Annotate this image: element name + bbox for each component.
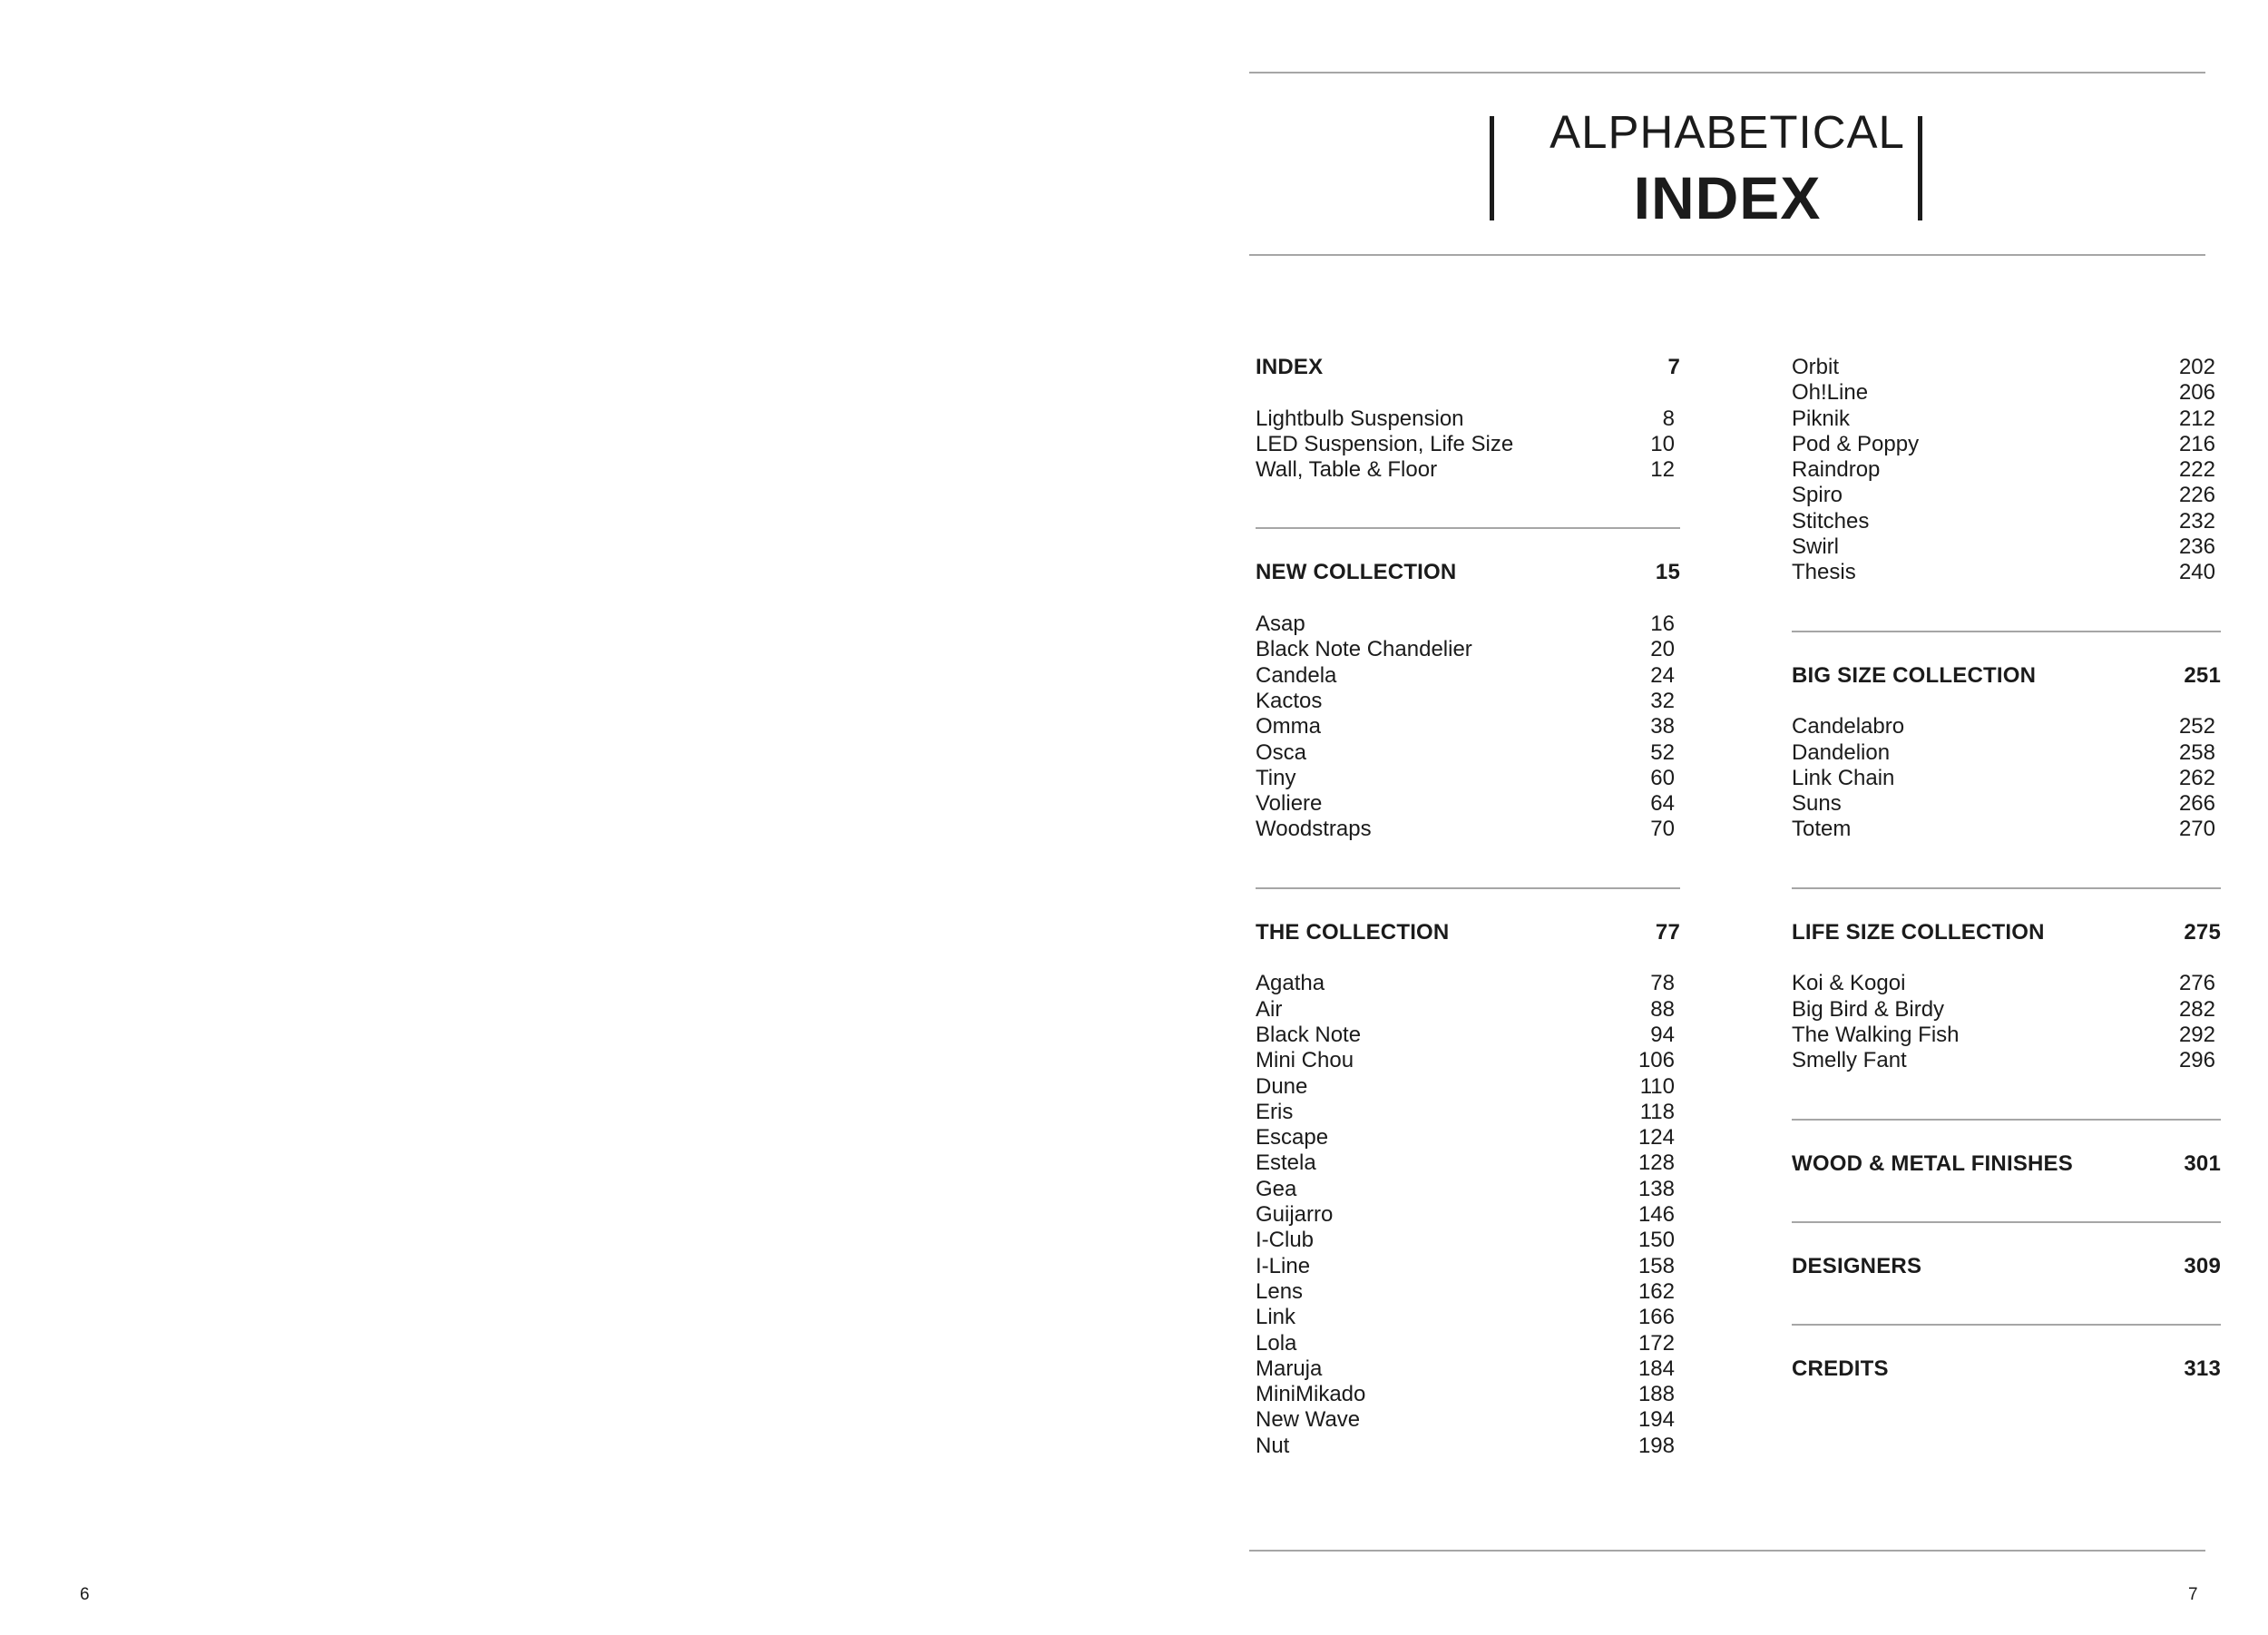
entry-name: Smelly Fant bbox=[1792, 1048, 1907, 1073]
section-heading bbox=[1792, 1151, 2221, 1177]
entry-page-number: 202 bbox=[2178, 355, 2215, 379]
section-page-number: 301 bbox=[2184, 1150, 2221, 1176]
entry-page-number: 88 bbox=[1650, 996, 1675, 1022]
entry-name: Estela bbox=[1256, 1150, 1316, 1176]
section-title: CREDITS bbox=[1792, 1356, 1889, 1382]
section-page-number: 15 bbox=[1655, 560, 1680, 585]
spacer bbox=[1256, 380, 1680, 406]
index-entry bbox=[1792, 560, 2221, 585]
entry-page-number: 16 bbox=[1650, 612, 1675, 637]
page-number-right: 7 bbox=[2188, 1585, 2198, 1604]
index-entry bbox=[1792, 1048, 2221, 1073]
section-divider bbox=[1792, 843, 2221, 920]
entry-page-number: 252 bbox=[2178, 714, 2215, 739]
entry-name: Gea bbox=[1256, 1176, 1297, 1201]
entry-name: Raindrop bbox=[1792, 457, 1881, 483]
spacer bbox=[1256, 945, 1680, 971]
index-entry bbox=[1256, 766, 1680, 791]
entry-page-number: 162 bbox=[1637, 1278, 1675, 1304]
index-entry bbox=[1256, 1074, 1680, 1100]
section-divider bbox=[1256, 843, 1680, 920]
index-entry bbox=[1256, 1382, 1680, 1407]
entry-name: Osca bbox=[1256, 739, 1307, 765]
index-entry bbox=[1256, 1305, 1680, 1330]
entry-page-number: 266 bbox=[2178, 791, 2215, 817]
section-divider bbox=[1792, 1279, 2221, 1356]
index-entry bbox=[1256, 1407, 1680, 1433]
entry-page-number: 206 bbox=[2178, 380, 2215, 406]
index-entry bbox=[1792, 483, 2221, 508]
entry-name: Air bbox=[1256, 996, 1283, 1022]
section-title: THE COLLECTION bbox=[1256, 919, 1450, 945]
entry-page-number: 10 bbox=[1650, 431, 1675, 456]
section-title: DESIGNERS bbox=[1792, 1253, 1922, 1278]
entry-name: LED Suspension, Life Size bbox=[1256, 431, 1514, 456]
index-entry bbox=[1256, 714, 1680, 739]
index-entry bbox=[1256, 1100, 1680, 1125]
entry-page-number: 194 bbox=[1637, 1407, 1675, 1433]
entry-page-number: 232 bbox=[2178, 508, 2215, 534]
entry-page-number: 64 bbox=[1650, 791, 1675, 817]
entry-name: Wall, Table & Floor bbox=[1256, 457, 1438, 483]
header-bottom-rule bbox=[1249, 254, 2205, 256]
footer-rule bbox=[1249, 1550, 2205, 1552]
index-entry bbox=[1256, 1048, 1680, 1073]
section-heading bbox=[1792, 920, 2221, 945]
index-entry bbox=[1792, 766, 2221, 791]
entry-page-number: 282 bbox=[2178, 996, 2215, 1022]
entry-name: I-Line bbox=[1256, 1253, 1311, 1278]
entry-page-number: 146 bbox=[1637, 1202, 1675, 1228]
entry-page-number: 270 bbox=[2178, 817, 2215, 842]
entry-page-number: 166 bbox=[1637, 1305, 1675, 1330]
entry-name: Candelabro bbox=[1792, 714, 1905, 739]
entry-page-number: 150 bbox=[1637, 1228, 1675, 1253]
entry-page-number: 38 bbox=[1650, 714, 1675, 739]
entry-name: The Walking Fish bbox=[1792, 1022, 1960, 1047]
spacer bbox=[1792, 689, 2221, 714]
entry-page-number: 20 bbox=[1650, 637, 1675, 662]
section-heading bbox=[1792, 1254, 2221, 1279]
index-entry bbox=[1256, 817, 1680, 842]
entry-name: Asap bbox=[1256, 612, 1305, 637]
entry-name: Lightbulb Suspension bbox=[1256, 406, 1464, 431]
entry-name: Big Bird & Birdy bbox=[1792, 996, 1945, 1022]
section-divider bbox=[1792, 1177, 2221, 1254]
spacer bbox=[1256, 586, 1680, 612]
header-top-rule bbox=[1249, 72, 2205, 73]
index-entry bbox=[1256, 1228, 1680, 1253]
section-page-number: 313 bbox=[2184, 1356, 2221, 1382]
index-entry bbox=[1792, 406, 2221, 432]
index-title-line2: INDEX bbox=[1633, 164, 1822, 231]
entry-name: Voliere bbox=[1256, 791, 1323, 817]
index-entry bbox=[1792, 740, 2221, 766]
entry-name: Lola bbox=[1256, 1330, 1297, 1356]
section-page-number: 77 bbox=[1655, 919, 1680, 945]
entry-page-number: 216 bbox=[2178, 431, 2215, 456]
entry-name: Guijarro bbox=[1256, 1202, 1334, 1228]
entry-name: Candela bbox=[1256, 662, 1337, 688]
index-title-line1: ALPHABETICAL bbox=[1549, 106, 1905, 158]
index-entry bbox=[1256, 689, 1680, 714]
entry-name: Stitches bbox=[1792, 508, 1870, 534]
entry-name: Omma bbox=[1256, 714, 1321, 739]
section-heading bbox=[1256, 560, 1680, 585]
section-page-number: 275 bbox=[2184, 919, 2221, 945]
section-page-number: 7 bbox=[1667, 355, 1680, 379]
entry-name: Link bbox=[1256, 1305, 1296, 1330]
index-entry bbox=[1256, 1254, 1680, 1279]
index-entry bbox=[1256, 971, 1680, 996]
entry-page-number: 184 bbox=[1637, 1356, 1675, 1381]
index-entry bbox=[1256, 1125, 1680, 1150]
entry-name: Kactos bbox=[1256, 688, 1323, 713]
entry-name: Agatha bbox=[1256, 971, 1325, 996]
section-divider bbox=[1256, 483, 1680, 560]
entry-name: Maruja bbox=[1256, 1356, 1323, 1381]
index-entry bbox=[1256, 406, 1680, 432]
entry-page-number: 258 bbox=[2178, 739, 2215, 765]
index-entry bbox=[1792, 432, 2221, 457]
entry-page-number: 106 bbox=[1637, 1048, 1675, 1073]
index-entry bbox=[1256, 740, 1680, 766]
index-entry bbox=[1792, 534, 2221, 560]
index-entry bbox=[1792, 791, 2221, 817]
entry-page-number: 172 bbox=[1637, 1330, 1675, 1356]
index-entry bbox=[1792, 457, 2221, 483]
entry-page-number: 52 bbox=[1650, 739, 1675, 765]
index-left-column bbox=[1256, 355, 1680, 1459]
entry-name: New Wave bbox=[1256, 1407, 1361, 1433]
section-heading bbox=[1792, 663, 2221, 689]
entry-page-number: 236 bbox=[2178, 534, 2215, 560]
entry-page-number: 222 bbox=[2178, 457, 2215, 483]
entry-name: Piknik bbox=[1792, 406, 1851, 431]
index-entry bbox=[1256, 1356, 1680, 1382]
entry-name: Swirl bbox=[1792, 534, 1839, 560]
index-entry bbox=[1256, 1177, 1680, 1202]
entry-name: Black Note Chandelier bbox=[1256, 637, 1472, 662]
index-entry bbox=[1256, 1202, 1680, 1228]
index-entry bbox=[1792, 714, 2221, 739]
index-entry bbox=[1256, 1023, 1680, 1048]
entry-name: Black Note bbox=[1256, 1022, 1362, 1047]
index-entry bbox=[1792, 971, 2221, 996]
index-entry bbox=[1256, 791, 1680, 817]
index-entry bbox=[1256, 1331, 1680, 1356]
page-number-left: 6 bbox=[80, 1585, 90, 1604]
entry-name: MiniMikado bbox=[1256, 1382, 1366, 1407]
entry-name: Thesis bbox=[1792, 560, 1856, 585]
section-divider bbox=[1792, 1074, 2221, 1151]
section-page-number: 251 bbox=[2184, 662, 2221, 688]
entry-name: Orbit bbox=[1792, 355, 1840, 379]
section-heading bbox=[1256, 920, 1680, 945]
index-entry bbox=[1792, 817, 2221, 842]
entry-page-number: 128 bbox=[1637, 1150, 1675, 1176]
entry-page-number: 8 bbox=[1662, 406, 1675, 431]
entry-page-number: 262 bbox=[2178, 765, 2215, 790]
index-entry bbox=[1256, 997, 1680, 1023]
entry-name: Suns bbox=[1792, 791, 1842, 817]
section-divider bbox=[1792, 586, 2221, 663]
index-entry bbox=[1792, 997, 2221, 1023]
index-entry bbox=[1256, 432, 1680, 457]
index-right-column bbox=[1792, 355, 2221, 1382]
entry-name: Koi & Kogoi bbox=[1792, 971, 1906, 996]
entry-page-number: 70 bbox=[1650, 817, 1675, 842]
entry-name: Woodstraps bbox=[1256, 817, 1372, 842]
section-title: WOOD & METAL FINISHES bbox=[1792, 1150, 2073, 1176]
entry-page-number: 138 bbox=[1637, 1176, 1675, 1201]
section-title: BIG SIZE COLLECTION bbox=[1792, 662, 2037, 688]
entry-name: Spiro bbox=[1792, 483, 1843, 508]
entry-page-number: 198 bbox=[1637, 1433, 1675, 1458]
entry-name: Lens bbox=[1256, 1278, 1304, 1304]
entry-page-number: 32 bbox=[1650, 688, 1675, 713]
section-title: LIFE SIZE COLLECTION bbox=[1792, 919, 2045, 945]
index-entry bbox=[1256, 457, 1680, 483]
entry-name: Totem bbox=[1792, 817, 1852, 842]
section-title: INDEX bbox=[1256, 355, 1324, 379]
entry-page-number: 24 bbox=[1650, 662, 1675, 688]
index-entry bbox=[1256, 637, 1680, 662]
entry-name: Escape bbox=[1256, 1125, 1329, 1150]
index-entry bbox=[1792, 380, 2221, 406]
entry-page-number: 188 bbox=[1637, 1382, 1675, 1407]
index-entry bbox=[1256, 1150, 1680, 1176]
entry-page-number: 78 bbox=[1650, 971, 1675, 996]
index-entry bbox=[1256, 1434, 1680, 1459]
entry-page-number: 292 bbox=[2178, 1022, 2215, 1047]
section-page-number: 309 bbox=[2184, 1253, 2221, 1278]
entry-name: Tiny bbox=[1256, 765, 1296, 790]
entry-name: Dune bbox=[1256, 1073, 1308, 1099]
index-entry bbox=[1792, 1023, 2221, 1048]
entry-name: Mini Chou bbox=[1256, 1048, 1354, 1073]
index-entry bbox=[1256, 612, 1680, 637]
entry-page-number: 124 bbox=[1637, 1125, 1675, 1150]
entry-page-number: 60 bbox=[1650, 765, 1675, 790]
entry-page-number: 226 bbox=[2178, 483, 2215, 508]
index-entry bbox=[1256, 1279, 1680, 1305]
section-heading bbox=[1792, 1356, 2221, 1382]
index-entry bbox=[1792, 509, 2221, 534]
entry-name: Eris bbox=[1256, 1099, 1294, 1124]
entry-page-number: 212 bbox=[2178, 406, 2215, 431]
section-title: NEW COLLECTION bbox=[1256, 560, 1457, 585]
entry-name: Pod & Poppy bbox=[1792, 431, 1920, 456]
entry-page-number: 276 bbox=[2178, 971, 2215, 996]
entry-name: Link Chain bbox=[1792, 765, 1895, 790]
entry-page-number: 12 bbox=[1650, 457, 1675, 483]
entry-name: Oh!Line bbox=[1792, 380, 1869, 406]
entry-page-number: 118 bbox=[1639, 1099, 1675, 1124]
section-heading bbox=[1256, 355, 1680, 380]
entry-page-number: 240 bbox=[2178, 560, 2215, 585]
entry-name: Dandelion bbox=[1792, 739, 1891, 765]
entry-name: Nut bbox=[1256, 1433, 1290, 1458]
entry-page-number: 94 bbox=[1650, 1022, 1675, 1047]
index-entry bbox=[1256, 663, 1680, 689]
index-entry bbox=[1792, 355, 2221, 380]
entry-page-number: 110 bbox=[1639, 1073, 1675, 1099]
spacer bbox=[1792, 945, 2221, 971]
entry-page-number: 158 bbox=[1637, 1253, 1675, 1278]
entry-name: I-Club bbox=[1256, 1228, 1315, 1253]
entry-page-number: 296 bbox=[2178, 1048, 2215, 1073]
